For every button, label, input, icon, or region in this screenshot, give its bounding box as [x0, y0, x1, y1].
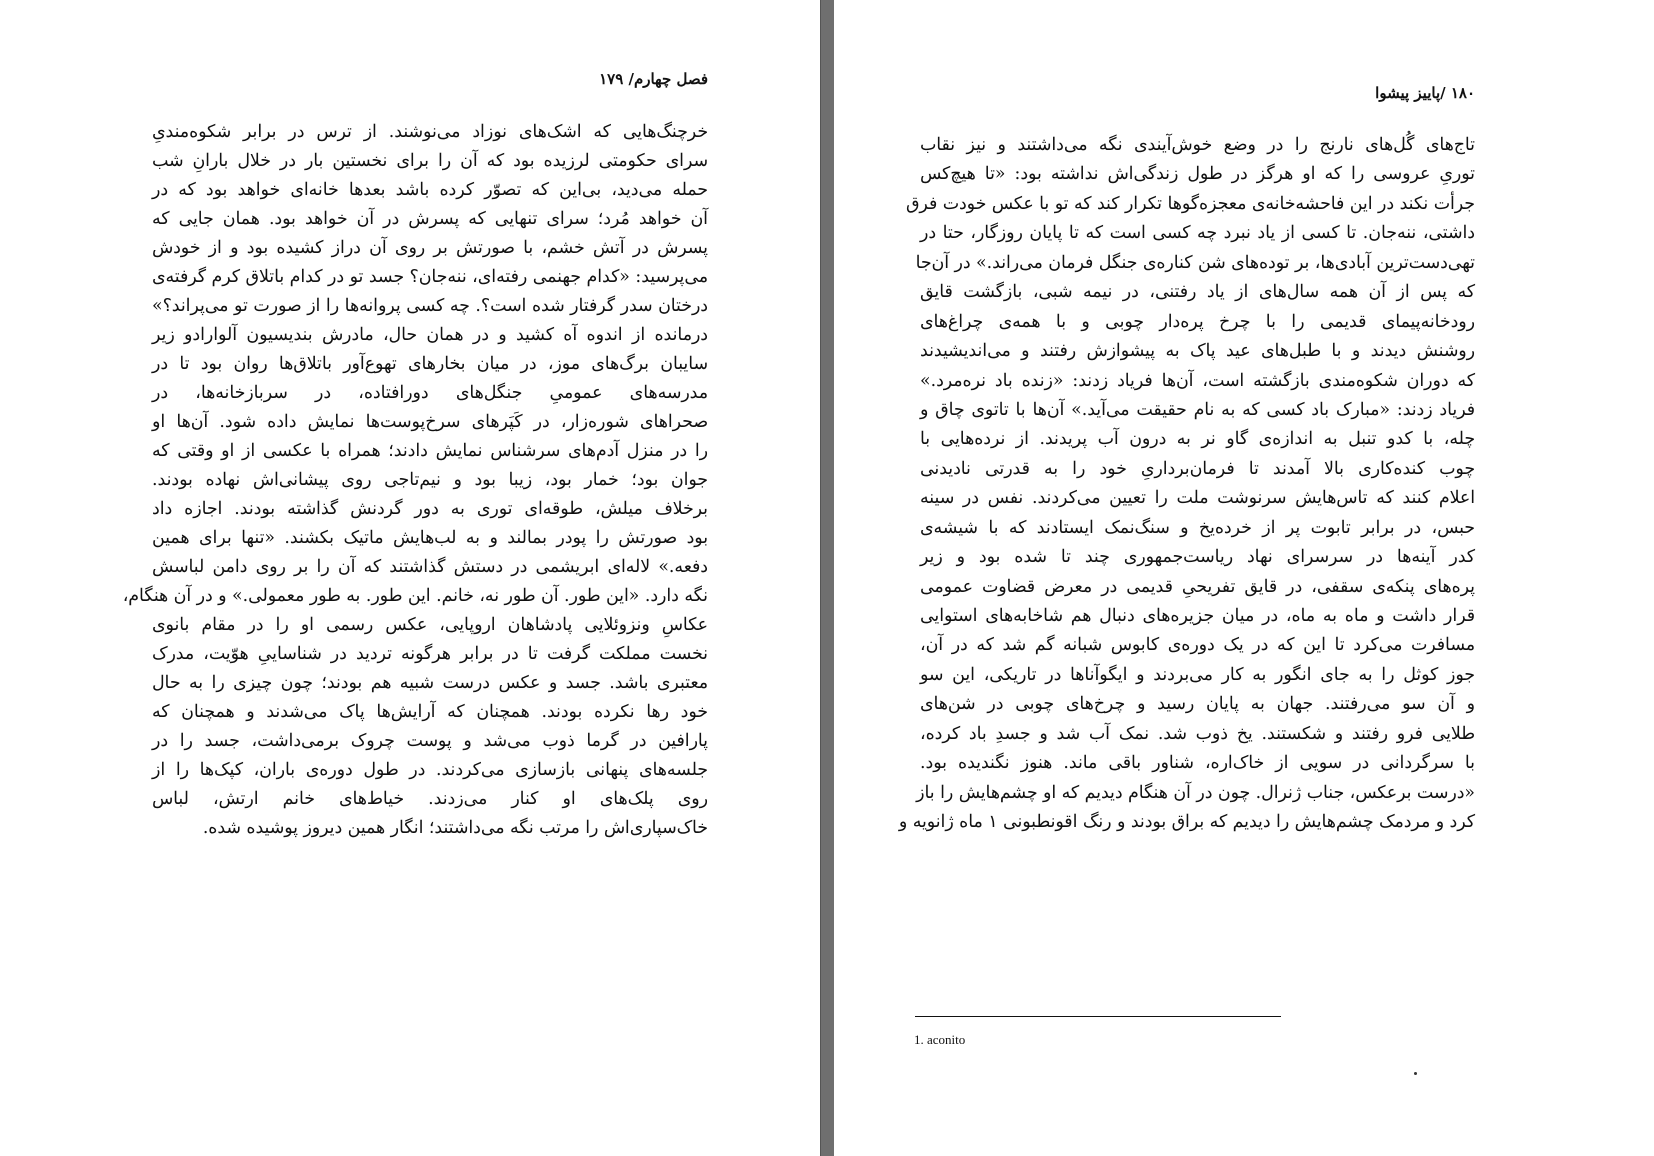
text-line: که پس از آن همه سال‌های از یاد رفتنی، در نیمه شبی، بازگشت قایق — [920, 282, 1475, 303]
text-line: فریاد زدند: «مبارک باد کسی که به نام حقیقت می‌آید.» آن‌ها با تاتوی چاق و — [920, 399, 1475, 420]
text-line: آن خواهد مُرد؛ سرای تنهایی که پسرش در آن خواهد بود. همان جایی که — [152, 209, 708, 229]
text-line: صحراهای شوره‌زار، در کَپَرهای سرخ‌پوست‌ها نمایش داده شود. آن‌ها او — [152, 412, 708, 432]
text-line: جوز کوثل را به جای انگور به کار می‌بردند و ایگوآناها در تاریکی، این سو — [920, 664, 1475, 685]
text-line: روشنش دیدند و با طبل‌های عید پاک به پیشوازش رفتند و می‌اندیشیدند — [920, 341, 1475, 362]
right-page — [834, 0, 1654, 1156]
text-line: درختان سدر گرفتار شده است؟. چه کسی پروانه‌ها را از صورت تو می‌پراند؟» — [152, 296, 708, 316]
text-line: مسافرت می‌کرد تا این که در یک دوره‌ی کابوس شبانه گم شد که در آن، — [920, 635, 1475, 656]
text-line: نگه دارد. «این طور. آن طور نه، خانم. این طور. به طور معمولی.» و در آن هنگام، — [122, 586, 708, 606]
text-line: خود رها نکرده بودند. همچنان که آرایش‌ها پاک می‌شدند و همچنان که — [152, 702, 708, 722]
text-line: داشتی، ننه‌جان. تا کسی از یاد نبرد چه کسی است که تا پایان روزگار، حتا در — [920, 223, 1475, 244]
left-body-text — [122, 118, 708, 843]
text-line: روی پلک‌های او کنار می‌زدند. خیاط‌های خانم ارتش، لباس — [152, 789, 708, 809]
left-page — [0, 0, 820, 1156]
text-line: کرد و مردمک چشم‌هایش را دیدیم که براق بودند و رنگ اقونطبونی ۱ ماه ژانویه و — [898, 812, 1475, 833]
text-line: جوان بود؛ خمار بود، زیبا بود و نیم‌تاجی روی پیشانی‌اش نهاده بودند. — [152, 470, 708, 490]
text-line: نخست مملکت گرفت تا در برابر هرگونه تردید در شناساییِ هوّیت، مدرک — [152, 644, 708, 664]
text-line: خرچنگ‌هایی که اشک‌های نوزاد می‌نوشند. از ترس در برابر شکوه‌مندیِ — [152, 122, 708, 142]
text-line: خاک‌سپاری‌اش را مرتب نگه می‌داشتند؛ انگار همین دیروز پوشیده شده. — [202, 818, 708, 838]
text-line: را در منزل آدم‌های سرشناس نمایش دادند؛ همراه با عکسی از او وقتی که — [152, 441, 708, 461]
left-running-head: فصل چهارم/ ۱۷۹ — [599, 70, 708, 88]
page-mark — [1414, 1072, 1417, 1075]
text-line: که دوران شکوه‌مندی بازگشته است، آن‌ها فریاد زدند: «زنده باد نره‌مرد.» — [920, 370, 1475, 391]
text-line: جلسه‌های پنهانی بازسازی می‌کردند. در طول دوره‌ی باران، کپک‌ها را از — [152, 760, 708, 780]
text-line: قرار داشت و ماه به ماه، در میان جزیره‌های دنبال هم شاخابه‌های استوایی — [920, 606, 1475, 626]
text-line: کدر آینه‌ها در سرسرای نهاد ریاست‌جمهوری چند تا شده بود و زیر — [920, 547, 1475, 568]
text-line: پسرش در آتش خشم، با صورتش بر روی آن دراز کشیده بود و از خودش — [152, 238, 708, 258]
text-line: جرأت نکند در این فاحشه‌خانه‌ی معجزه‌گوها تکرار کند که تو با عکس خودت فرق — [906, 193, 1475, 214]
footnote-rule — [915, 1016, 1281, 1017]
text-line: حمله می‌دید، بی‌این که تصوّر کرده باشد بعدها خانه‌ای خواهد بود که در — [152, 180, 708, 200]
text-line: چوب کنده‌کاری بالا آمدند تا فرمان‌برداریِ خود را به قدرتی نادیدنی — [920, 458, 1475, 479]
text-line: برخلاف میلش، طوقه‌ای توری به دور گردنش گذاشته بودند. اجازه داد — [152, 499, 708, 519]
text-line: چله، با کدو تنبل به اندازه‌ی گاو نر به درون آب پریدند. از نرده‌هایی با — [920, 429, 1475, 450]
text-line: حبس، در برابر تابوت پر از خرده‌یخ و سنگ‌نمک ایستادند که با شیشه‌ی — [920, 517, 1475, 538]
text-line: تهی‌دست‌ترین آبادی‌ها، بر توده‌های شن کناره‌ی جنگل فرمان می‌راند.» در آن‌جا — [915, 252, 1475, 273]
text-line: با سرگردانی در سویی از خاک‌اره، شناور باقی ماند. هنوز نگندیده بود. — [920, 753, 1475, 774]
text-line: معتبری باشد. جسد و عکس درست شبیه هم بودند؛ چون چیزی را به حال — [152, 673, 708, 693]
text-line: رودخانه‌پیمای قدیمی را با چرخ پره‌دار چوبی و با همه‌ی چراغ‌های — [920, 311, 1475, 332]
text-line: توریِ عروسی را که او هرگز در طول زندگی‌اش نداشته بود: «تا هیچ‌کس — [920, 164, 1475, 185]
text-line: بود صورتش را پودر بمالند و به لب‌هایش ماتیک بکشند. «تنها برای همین — [152, 528, 708, 548]
text-line: می‌پرسید: «کدام جهنمی رفته‌ای، ننه‌جان؟ جسد تو در کدام باتلاق کرم گرفته‌ی — [152, 267, 708, 287]
right-running-head: ۱۸۰ /پاییز پیشوا — [1375, 84, 1475, 102]
text-line: و آن سو می‌رفتند. جهان به پایان رسید و چرخ‌های چوبی در شن‌های — [920, 694, 1475, 715]
text-line: طلایی فرو رفتند و شکستند. یخ ذوب شد. نمک آب شد و جسدِ باد کرده، — [920, 723, 1475, 744]
text-line: اعلام کنند که تاس‌هایش سرنوشت ملت را تعیین می‌کردند. نفس در سینه — [920, 488, 1475, 509]
text-line: مدرسه‌های عمومیِ جنگل‌های دورافتاده، در سربازخانه‌ها، در — [152, 383, 708, 403]
footnote: 1. aconito — [914, 1032, 966, 1047]
text-line: پره‌های پنکه‌ی سقفی، در قایق تفریحیِ قدیمی در معرض قضاوت عمومی — [920, 576, 1475, 597]
text-line: دفعه.» لاله‌ای ابریشمی در دستش گذاشتند که آن را بر روی دامن لباسش — [152, 557, 708, 577]
text-line: پارافین در گرما ذوب می‌شد و پوست چروک برمی‌داشت، جسد را در — [152, 731, 708, 751]
right-body-text — [898, 131, 1475, 838]
text-line: سرای حکومتی لرزیده بود که آن را برای نخستین بار در خلال بارانِ شب — [152, 151, 708, 171]
text-line: سایبان برگ‌های موز، در میان بخارهای تهوع‌آور باتلاق‌ها روان بود تا در — [152, 354, 708, 374]
text-line: درمانده از اندوه آه کشید و در همان حال، مادرش بندیسیون آلوارادو زیر — [152, 325, 708, 345]
text-line: تاج‌های گُل‌های نارنج را در وضع خوش‌آیندی نگه می‌داشتند و نیز نقاب — [920, 135, 1475, 155]
text-line: «درست برعکس، جناب ژنرال. چون در آن هنگام دیدیم که او چشم‌هایش را باز — [916, 782, 1475, 803]
text-line: عکاسِ ونزوئلایی پادشاهان اروپایی، عکس رسمی او را در مقام بانوی — [152, 615, 708, 635]
